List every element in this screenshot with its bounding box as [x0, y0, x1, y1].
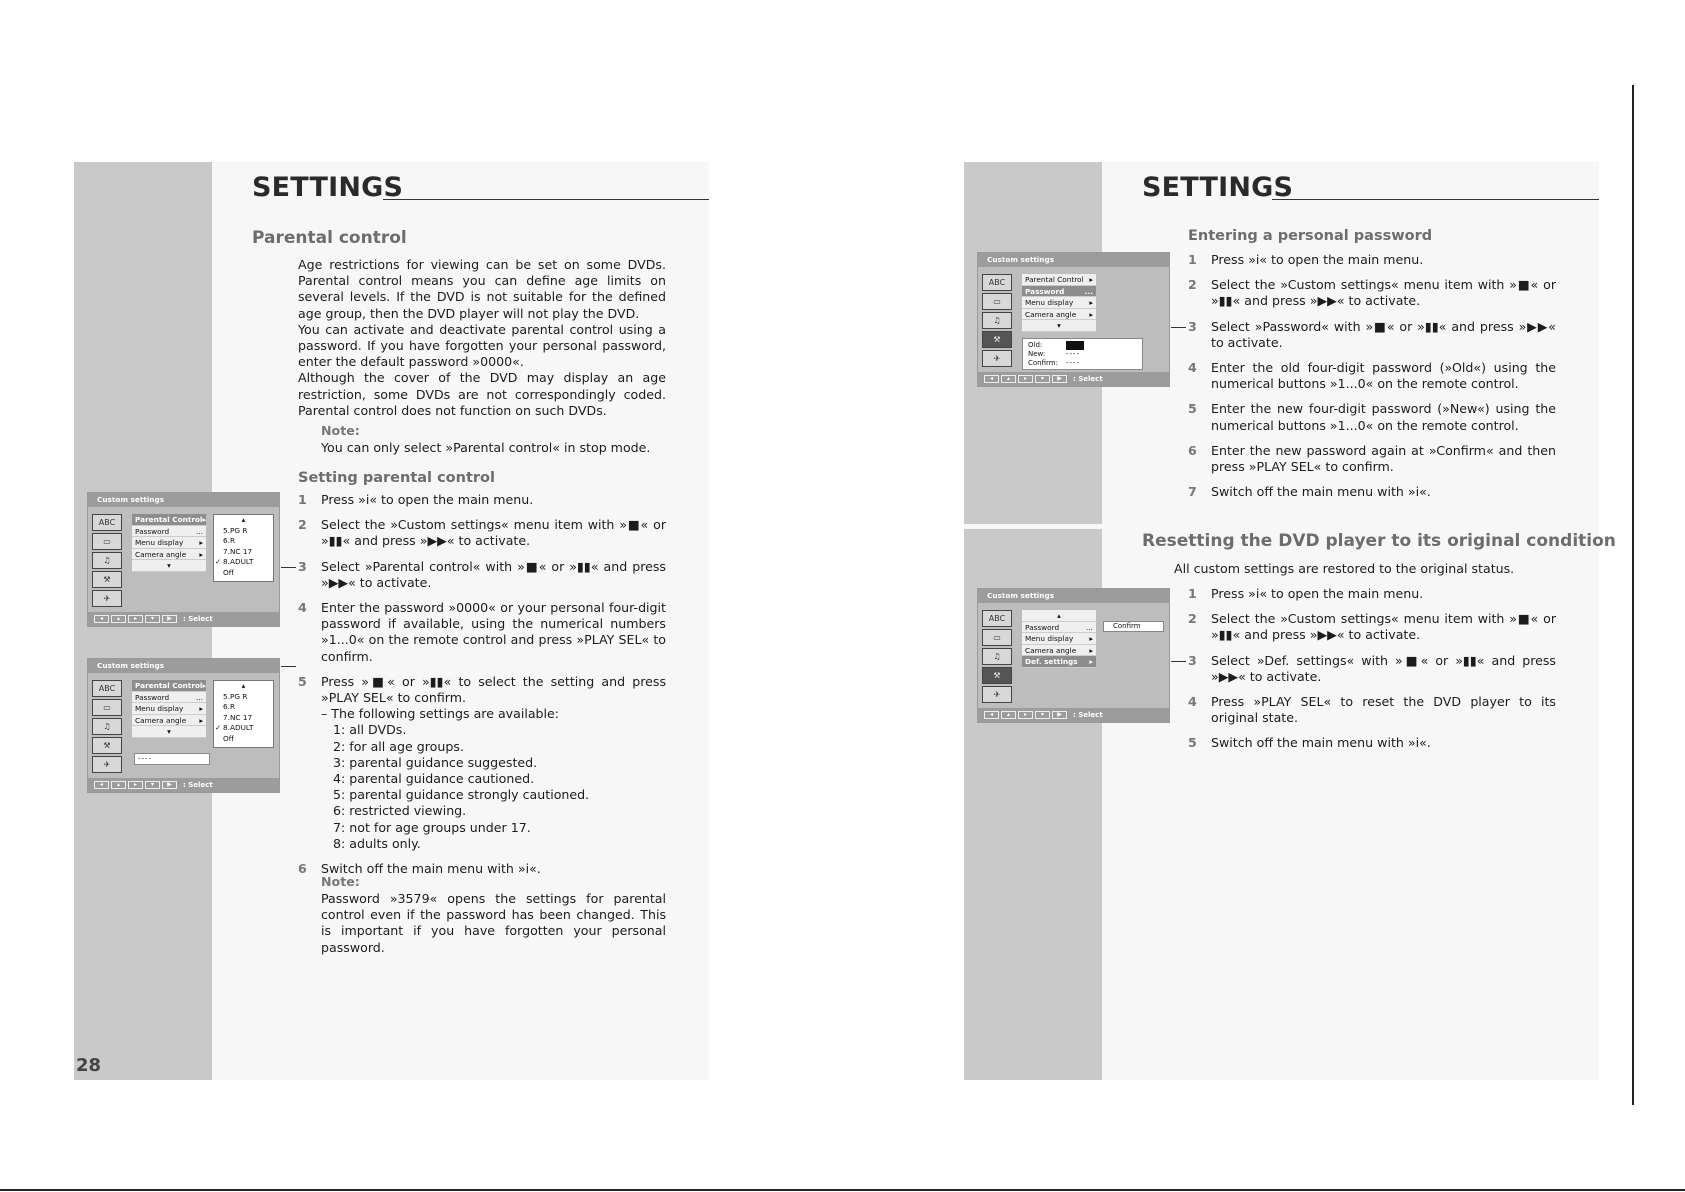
footer-label: : Select [183, 615, 213, 623]
step-text: Select »Parental control« with »■« or »▮▮« and press »▶▶« to activate. [321, 558, 666, 590]
up-arrow-icon: ▴ [1022, 610, 1096, 622]
bottom-edge-line [0, 1189, 1685, 1191]
step-text: Enter the old four-digit password (»Old«) using the numerical buttons »1...0« on the remote control. [1211, 360, 1556, 392]
callout-line [281, 666, 296, 667]
play-key-icon: ▶ [162, 781, 177, 789]
note-heading: Note: [321, 423, 360, 438]
step-2 [1188, 277, 1556, 309]
step-2 [1188, 611, 1556, 643]
option-item: 7: not for age groups under 17. [333, 819, 531, 835]
rating-option[interactable]: 5.PG R [223, 691, 248, 701]
menu-items [1022, 274, 1096, 332]
rating-option[interactable]: 5.PG R [223, 525, 248, 535]
step-number: 7 [1188, 484, 1197, 500]
down-key-icon: ▾ [1035, 711, 1050, 719]
audio-icon: ♫ [982, 312, 1012, 329]
step-number: 1 [1188, 586, 1197, 601]
intro-text-1: Age restrictions for viewing can be set on some DVDs. Parental control means you can define age limits on several levels. If the DVD is not suitable for the defined age group, then the DVD player will not play the DVD. [298, 257, 666, 321]
audio-icon: ♫ [982, 648, 1012, 665]
left-key-icon: ◂ [94, 781, 109, 789]
reset-intro: All custom settings are restored to the original status. [1174, 561, 1515, 576]
step-text: Press »i« to open the main menu. [1211, 252, 1424, 267]
step-number: 2 [298, 517, 307, 533]
menu-item-def-settings[interactable]: Def. settings ▸ [1022, 656, 1096, 668]
confirm-password-field[interactable]: ---- [1066, 359, 1081, 367]
confirm-password-row[interactable]: Confirm: ---- [1028, 359, 1081, 367]
hammer-icon: ⚒ [982, 331, 1012, 348]
rating-option[interactable]: 6.R [223, 536, 236, 546]
note-body: You can only select »Parental control« in stop mode. [321, 440, 651, 455]
right-key-icon: ▸ [128, 781, 143, 789]
callout-line [1171, 327, 1186, 328]
step-1 [1188, 586, 1556, 602]
down-key-icon: ▾ [145, 781, 160, 789]
step-4 [1188, 360, 1556, 392]
step-text: Press »PLAY SEL« to reset the DVD player to its original state. [1211, 694, 1556, 726]
step-number: 5 [1188, 735, 1197, 751]
menu-item-parental-control[interactable]: Parental Control ▸ [132, 514, 206, 526]
menu-item-password[interactable]: Password ... [132, 526, 206, 538]
abc-icon: ABC [982, 274, 1012, 291]
screen-icon: ▭ [982, 629, 1012, 646]
abc-icon: ABC [982, 610, 1012, 627]
tools-icon: ✈ [982, 686, 1012, 703]
page-title-right: SETTINGS [1142, 172, 1294, 203]
menu-item-password[interactable]: Password ... [132, 692, 206, 704]
step-text: Select »Password« with »■« or »▮▮« and press »▶▶« to activate. [1211, 318, 1556, 350]
menu-screenshot-2 [87, 658, 280, 793]
intro-text-2: You can activate and deactivate parental control using a password. If you have forgotten your personal password, enter the default password »0000«. [298, 321, 666, 370]
password-change-box [1022, 338, 1143, 370]
step-1 [1188, 252, 1556, 268]
menu-title: Custom settings [978, 253, 1169, 267]
down-key-icon: ▾ [1035, 375, 1050, 383]
step-3 [298, 559, 666, 591]
down-key-icon: ▾ [145, 615, 160, 623]
menu-item-camera-angle[interactable]: Camera angle ▸ [1022, 309, 1096, 321]
footer-label: : Select [1073, 711, 1103, 719]
step-number: 4 [1188, 360, 1197, 376]
note-body-2: Password »3579« opens the settings for parental control even if the password has been changed. This is important if you have forgotten your personal password. [321, 891, 666, 955]
menu-icon-column [92, 680, 122, 773]
tools-icon: ✈ [92, 590, 122, 607]
step-number: 6 [1188, 442, 1197, 458]
option-item: 8: adults only. [333, 835, 421, 851]
step-text: Press »■« or »▮▮« to select the setting and press »PLAY SEL« to confirm. [321, 673, 666, 706]
step-number: 5 [1188, 401, 1197, 417]
step-text: Switch off the main menu with »i«. [321, 861, 541, 877]
new-password-field[interactable]: ---- [1066, 350, 1081, 358]
option-item: 4: parental guidance cautioned. [333, 771, 535, 787]
down-arrow-icon: ▾ [132, 726, 206, 738]
down-arrow-icon: ▾ [1022, 320, 1096, 332]
footer-label: : Select [1073, 375, 1103, 383]
step-3 [1188, 653, 1556, 685]
step-text: Press »i« to open the main menu. [321, 492, 534, 507]
rating-option-selected[interactable]: ✓ 8.ADULT [214, 557, 273, 568]
step-text: Select »Def. settings« with »■« or »▮▮« and press »▶▶« to activate. [1211, 652, 1556, 684]
up-key-icon: ▴ [1001, 375, 1016, 383]
step-text: Press »i« to open the main menu. [1211, 586, 1424, 601]
step-4 [298, 600, 666, 665]
menu-item-password[interactable]: Password ... [1022, 622, 1096, 634]
menu-item-parental-control[interactable]: Parental Control ▸ [1022, 274, 1096, 286]
menu-icon-column [982, 610, 1012, 703]
old-password-field[interactable]: ---- [1068, 341, 1083, 349]
down-arrow-icon: ▾ [132, 560, 206, 572]
rating-option[interactable]: 6.R [223, 702, 236, 712]
up-key-icon: ▴ [111, 615, 126, 623]
step-number: 6 [298, 861, 307, 877]
password-dashes: ---- [138, 755, 153, 763]
menu-item-menu-display[interactable]: Menu display ▸ [1022, 297, 1096, 309]
rating-option[interactable]: Off [223, 567, 234, 577]
hammer-icon: ⚒ [92, 571, 122, 588]
section-heading-password: Entering a personal password [1188, 228, 1433, 244]
menu-footer [88, 778, 279, 792]
new-password-row[interactable]: New: ---- [1028, 350, 1081, 358]
step-text: Switch off the main menu with »i«. [1211, 484, 1431, 500]
menu-screenshot-4 [977, 588, 1170, 723]
callout-line [281, 567, 296, 568]
up-arrow-icon: ▴ [241, 681, 246, 690]
step-6 [1188, 443, 1556, 475]
menu-items [1022, 610, 1096, 668]
menu-footer [88, 612, 279, 626]
menu-screenshot-1 [87, 492, 280, 627]
right-edge-line [1632, 85, 1634, 1105]
rating-option[interactable]: 7.NC 17 [223, 546, 253, 556]
confirm-button[interactable] [1103, 621, 1164, 632]
title-rule-right [1272, 199, 1599, 200]
intro-text-3: Although the cover of the DVD may display an age restriction, some DVDs are not correspondingly coded. Parental control does not function on such DVDs. [298, 370, 666, 418]
right-key-icon: ▸ [128, 615, 143, 623]
abc-icon: ABC [92, 680, 122, 697]
step-7 [1188, 484, 1556, 500]
menu-item-menu-display[interactable]: Menu display ▸ [132, 537, 206, 549]
section-heading: Parental control [252, 228, 407, 248]
intro-paragraph [298, 257, 666, 419]
menu-title: Custom settings [88, 659, 279, 673]
old-password-row[interactable]: Old: ---- [1028, 341, 1083, 349]
audio-icon: ♫ [92, 552, 122, 569]
hammer-icon: ⚒ [92, 737, 122, 754]
up-arrow-icon: ▴ [241, 515, 246, 524]
footer-label: : Select [183, 781, 213, 789]
password-entry-field[interactable] [134, 753, 210, 765]
screen-icon: ▭ [982, 293, 1012, 310]
step-number: 4 [298, 600, 307, 616]
menu-item-menu-display[interactable]: Menu display ▸ [132, 703, 206, 715]
step-number: 2 [1188, 277, 1197, 293]
menu-title: Custom settings [88, 493, 279, 507]
tools-icon: ✈ [982, 350, 1012, 367]
play-key-icon: ▶ [1052, 711, 1067, 719]
step-5 [1188, 735, 1556, 751]
audio-icon: ♫ [92, 718, 122, 735]
menu-icon-column [982, 274, 1012, 367]
step-number: 1 [1188, 252, 1197, 267]
hammer-icon: ⚒ [982, 667, 1012, 684]
confirm-label: Confirm [1113, 622, 1141, 630]
password-steps [1188, 252, 1556, 500]
step-text: Enter the new password again at »Confirm« and then press »PLAY SEL« to confirm. [1211, 442, 1556, 475]
left-key-icon: ◂ [984, 711, 999, 719]
note-heading-2: Note: [321, 874, 360, 889]
menu-items [132, 514, 206, 572]
step-number: 1 [298, 492, 307, 507]
play-key-icon: ▶ [162, 615, 177, 623]
section-heading-reset: Resetting the DVD player to its original condition [1142, 531, 1616, 551]
menu-item-camera-angle[interactable]: Camera angle ▸ [132, 715, 206, 727]
menu-icon-column [92, 514, 122, 607]
step-text: Enter the new four-digit password (»New«) using the numerical buttons »1...0« on the remote control. [1211, 401, 1556, 433]
step-5 [1188, 401, 1556, 433]
rating-submenu [213, 514, 274, 582]
screen-icon: ▭ [92, 533, 122, 550]
up-key-icon: ▴ [111, 781, 126, 789]
rating-option[interactable]: Off [223, 733, 234, 743]
option-item: 3: parental guidance suggested. [333, 754, 538, 770]
rating-option[interactable]: 7.NC 17 [223, 712, 253, 722]
play-key-icon: ▶ [1052, 375, 1067, 383]
right-key-icon: ▸ [1018, 711, 1033, 719]
menu-title: Custom settings [978, 589, 1169, 603]
step-1 [298, 492, 666, 508]
abc-icon: ABC [92, 514, 122, 531]
left-key-icon: ◂ [984, 375, 999, 383]
rating-submenu [213, 680, 274, 748]
title-rule [383, 199, 709, 200]
step-number: 4 [1188, 694, 1197, 710]
option-item: 1: all DVDs. [333, 722, 407, 738]
step-text: Select the »Custom settings« menu item with »■« or »▮▮« and press »▶▶« to activate. [321, 517, 666, 549]
page-title: SETTINGS [252, 172, 404, 203]
menu-footer [978, 708, 1169, 722]
menu-items [132, 680, 206, 738]
step-5-body [321, 674, 666, 852]
menu-footer [978, 372, 1169, 386]
parental-steps [298, 492, 666, 877]
options-intro: – The following settings are available: [321, 706, 560, 722]
callout-line [1171, 661, 1186, 662]
left-key-icon: ◂ [94, 615, 109, 623]
step-4 [1188, 694, 1556, 726]
subsection-heading: Setting parental control [298, 470, 495, 486]
option-item: 2: for all age groups. [333, 738, 464, 754]
step-5 [298, 674, 666, 852]
menu-item-parental-control[interactable]: Parental Control ▸ [132, 680, 206, 692]
option-item: 5: parental guidance strongly cautioned. [333, 787, 590, 803]
step-text: Select the »Custom settings« menu item with »■« or »▮▮« and press »▶▶« to activate. [1211, 611, 1556, 643]
up-key-icon: ▴ [1001, 711, 1016, 719]
step-number: 5 [298, 673, 307, 689]
option-item: 6: restricted viewing. [333, 803, 467, 819]
screen-icon: ▭ [92, 699, 122, 716]
page-number: 28 [76, 1055, 102, 1076]
step-3 [1188, 319, 1556, 351]
right-key-icon: ▸ [1018, 375, 1033, 383]
rating-option-selected[interactable]: ✓ 8.ADULT [214, 723, 273, 734]
step-number: 3 [1188, 652, 1197, 668]
step-text: Switch off the main menu with »i«. [1211, 735, 1431, 751]
step-text: Enter the password »0000« or your personal four-digit password if available, using the numerical numbers »1...0« on the remote control and press »PLAY SEL« to confirm. [321, 600, 666, 664]
step-number: 2 [1188, 611, 1197, 627]
menu-item-password[interactable]: Password ... [1022, 286, 1096, 298]
menu-item-menu-display[interactable]: Menu display ▸ [1022, 633, 1096, 645]
step-2 [298, 517, 666, 549]
menu-item-camera-angle[interactable]: Camera angle ▸ [1022, 645, 1096, 657]
reset-steps [1188, 586, 1556, 752]
tools-icon: ✈ [92, 756, 122, 773]
menu-screenshot-3 [977, 252, 1170, 387]
step-number: 3 [1188, 318, 1197, 334]
menu-item-camera-angle[interactable]: Camera angle ▸ [132, 549, 206, 561]
step-number: 3 [298, 558, 307, 574]
step-text: Select the »Custom settings« menu item with »■« or »▮▮« and press »▶▶« to activate. [1211, 277, 1556, 309]
